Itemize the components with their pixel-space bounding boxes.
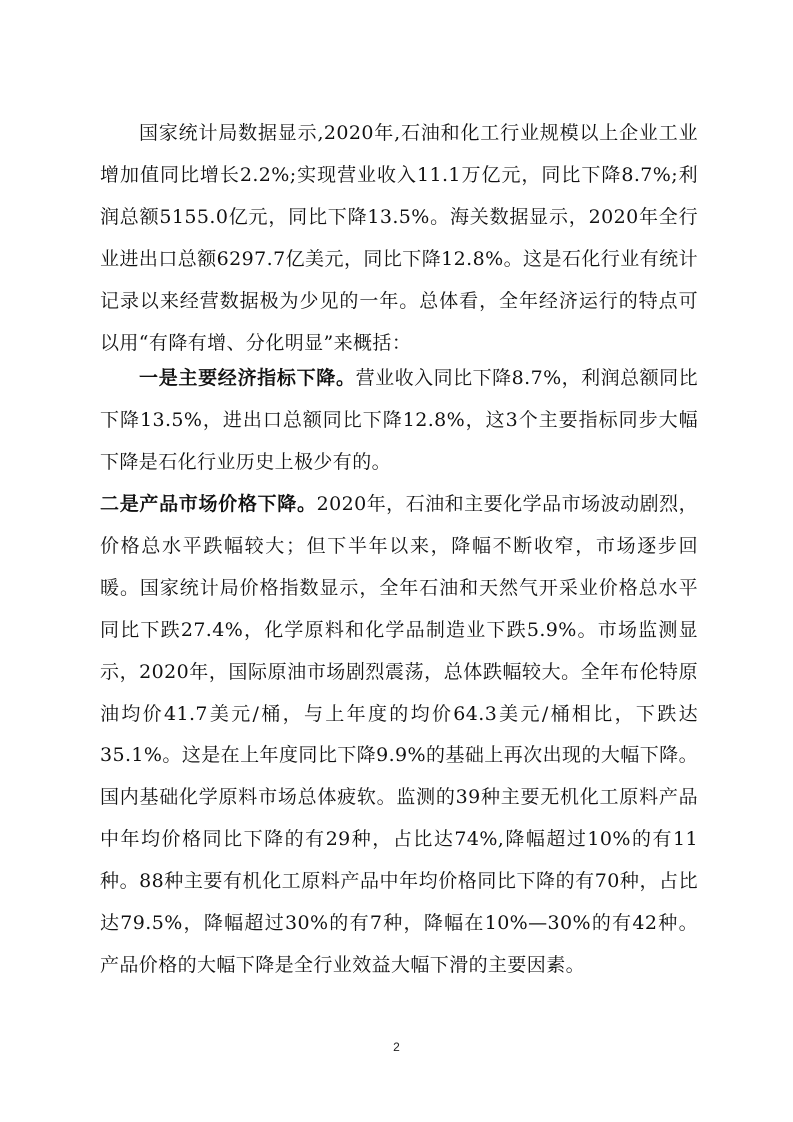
paragraph-text: 2020年，石油和主要化学品市场波动剧烈，价格总水平跌幅较大；但下半年以来，降幅不断收窄，市场逐步回暖。国家统计局价格指数显示，全年石油和天然气开采业价格总水平同比下跌27.4%，化学原料和化学品制造业下跌5.9%。市场监测显示，2020年，国际原油市场剧烈震荡，总体跌幅较大。全年布伦特原油均价41.7美元/桶，与上年度的均价64.3美元/桶相比，下跌达35.1%。这是在上年度同比下降9.9%的基础上再次出现的大幅下降。国内基础化学原料市场总体疲软。监测的39种主要无机化工原料产品中年均价格同比下降的有29种，占比达74%,降幅超过10%的有11种。88种主要有机化工原料产品中年均价格同比下降的有70种，占比达79.5%，降幅超过30%的有7种，降幅在10%—30%的有42种。产品价格的大幅下降是全行业效益大幅下滑的主要因素。 xyxy=(100,493,698,976)
paragraph-indicators-decline xyxy=(100,358,698,484)
paragraph-lead-heading: 二是产品市场价格下降。 xyxy=(100,493,317,515)
paragraph-text: 国家统计局数据显示,2020年,石油和化工行业规模以上企业工业增加值同比增长2.2%;实现营业收入11.1万亿元，同比下降8.7%;利润总额5155.0亿元，同比下降13.5%。海关数据显示，2020年全行业进出口总额6297.7亿美元，同比下降12.8%。这是石化行业有统计记录以来经营数据极为少见的一年。总体看，全年经济运行的特点可以用“有降有增、分化明显”来概括： xyxy=(100,122,698,354)
paragraph-overview xyxy=(100,113,698,364)
paragraph-lead-heading: 一是主要经济指标下降。 xyxy=(139,367,356,389)
paragraph-price-decline xyxy=(100,484,698,987)
page-number: 2 xyxy=(393,1040,400,1054)
paragraph-text: 营业收入同比下降8.7%，利润总额同比下降13.5%，进出口总额同比下降12.8%，这3个主要指标同步大幅下降是石化行业历史上极少有的。 xyxy=(100,367,698,473)
